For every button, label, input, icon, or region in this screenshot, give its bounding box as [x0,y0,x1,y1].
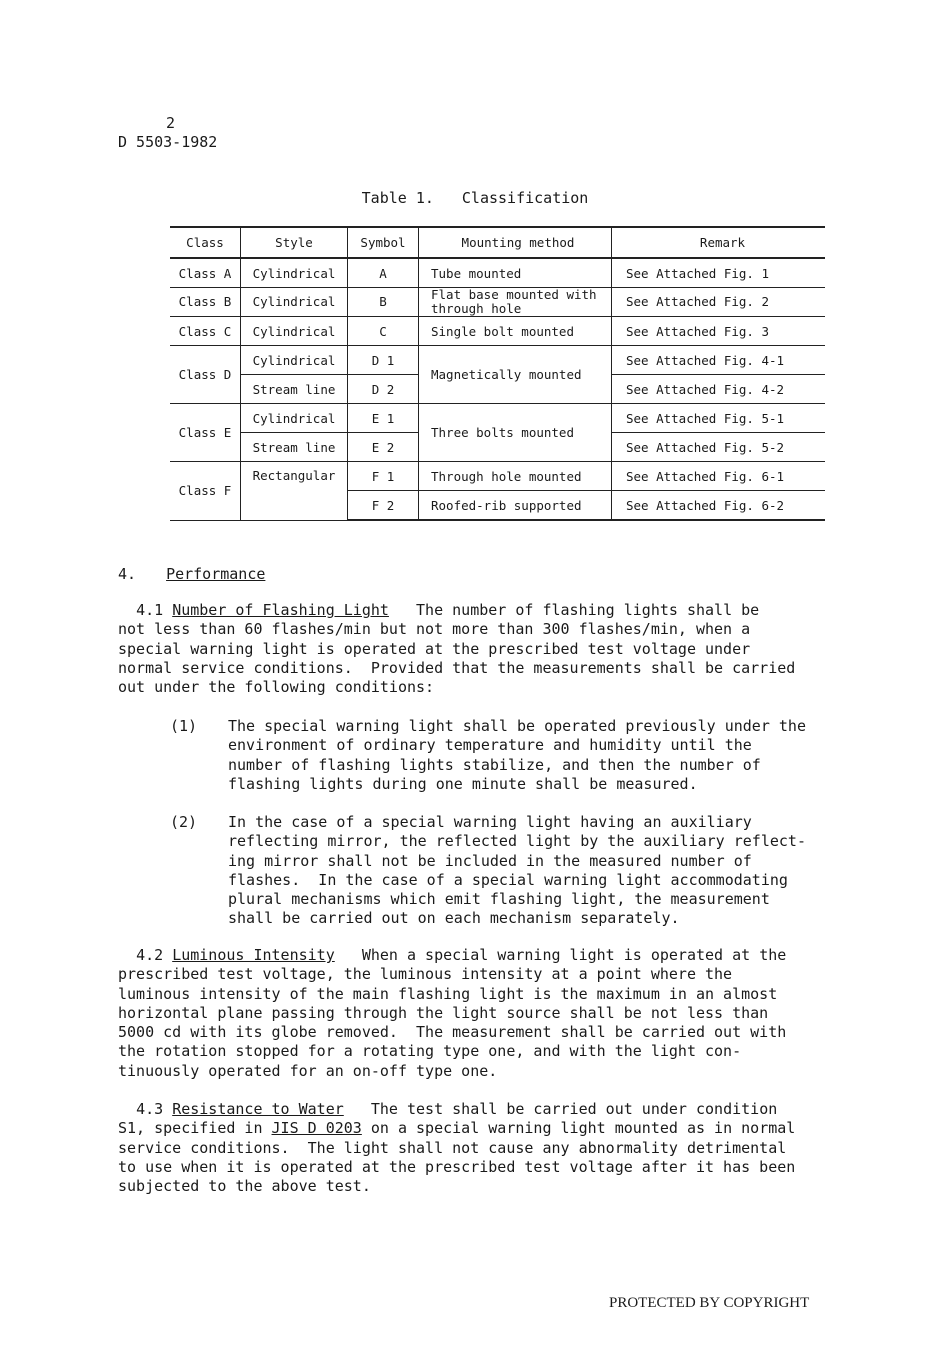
cell-symbol: F 1 [348,462,419,491]
cell-symbol: E 2 [348,433,419,462]
table-label: Table 1. [361,189,434,207]
cell-style: Stream line [241,433,348,462]
col-header-symbol: Symbol [348,227,419,258]
page-number: 2 [166,114,176,132]
table-row [170,317,825,346]
cell-symbol: A [348,258,419,288]
cell-remark: See Attached Fig. 4-1 [612,346,826,375]
cell-remark: See Attached Fig. 6-2 [612,491,826,521]
list-item-text: The special warning light shall be operated previously under the environment of ordinary temperature and humidity until the number of flashing lights stabilize, and then the number of flashing lights during one minute shall be measured. [228,717,806,793]
clause-body: prescribed test voltage, the luminous intensity at a point where the luminous intensity of the main flashing light is the maximum in an almost horizontal plane passing through the light source shall be not less than 5000 cd with its globe removed. The measurement shall be carried out with the rotation stopped for a rotating type one, and with the light con- tinuously operated for an on-off type one. [118,965,787,1080]
section-heading [118,565,265,583]
list-item-number: (2) [170,813,198,831]
cell-mounting: Through hole mounted [419,462,612,491]
cell-style: Cylindrical [241,346,348,375]
cell-mounting: Three bolts mounted [419,404,612,462]
table-row [170,462,825,491]
cell-mounting: Tube mounted [419,258,612,288]
list-item-text: In the case of a special warning light having an auxiliary reflecting mirror, the reflected light by the auxiliary reflect- ing mirror shall not be included in the measured number of flashes. In the case of a special warning light accommodating plural mechanisms which emit flashing light, the measurement shall be carried out on each mechanism separately. [228,813,806,928]
cell-mounting-line2: through hole [431,301,522,316]
clause-number: 4.3 [136,1100,164,1118]
cell-mounting [419,288,612,317]
cell-style: Stream line [241,375,348,404]
cell-style: Cylindrical [241,288,348,317]
clause-heading: Luminous Intensity [172,946,335,964]
clause-first-line: The test shall be carried out under condition [370,1100,778,1118]
table-row [170,288,825,317]
section-title: Performance [166,565,266,583]
cell-symbol: B [348,288,419,317]
cell-remark: See Attached Fig. 3 [612,317,826,346]
clause-number: 4.1 [136,601,164,619]
cell-class: Class F [170,462,241,521]
table-caption [0,189,950,207]
cell-style: Cylindrical [241,258,348,288]
cell-class: Class B [170,288,241,317]
cell-remark: See Attached Fig. 4-2 [612,375,826,404]
clause-first-line: When a special warning light is operated at the [361,946,787,964]
copyright-notice: PROTECTED BY COPYRIGHT [609,1295,810,1311]
table-row [170,404,825,433]
table-title: Classification [461,189,589,207]
document-id: D 5503-1982 [118,133,218,151]
cell-remark: See Attached Fig. 6-1 [612,462,826,491]
table-row [170,258,825,288]
cell-class: Class D [170,346,241,404]
cell-remark: See Attached Fig. 1 [612,258,826,288]
col-header-style: Style [241,227,348,258]
paragraph-4-1 [118,601,858,697]
cell-mounting-line1: Flat base mounted with [431,287,597,302]
cell-style: Rectangular [241,462,348,521]
cell-class: Class A [170,258,241,288]
clause-heading: Resistance to Water [172,1100,344,1118]
cell-remark: See Attached Fig. 5-1 [612,404,826,433]
cell-symbol: E 1 [348,404,419,433]
clause-body: service conditions. The light shall not cause any abnormality detrimental to use when it is operated at the prescribed test voltage after it has been subjected to the above test. [118,1138,796,1196]
clause-line2-start: S1, specified in [118,1119,272,1138]
clause-body: not less than 60 flashes/min but not more than 300 flashes/min, when a special warning light is operated at the prescribed test voltage under normal service conditions. Provided that the measurements shall be carried out under the following conditions: [118,620,796,697]
cell-remark: See Attached Fig. 2 [612,288,826,317]
cell-symbol: C [348,317,419,346]
paragraph-4-3 [118,1100,858,1196]
cell-symbol: F 2 [348,491,419,521]
col-header-remark: Remark [612,227,826,258]
standard-reference: JIS D 0203 [271,1119,362,1138]
col-header-mounting: Mounting method [419,227,612,258]
section-number: 4. [118,565,137,583]
cell-symbol: D 2 [348,375,419,404]
cell-style: Cylindrical [241,404,348,433]
paragraph-4-2 [118,946,858,1081]
clause-first-line: The number of flashing lights shall be [416,601,760,619]
table-row [170,346,825,375]
cell-class: Class E [170,404,241,462]
cell-remark: See Attached Fig. 5-2 [612,433,826,462]
classification-table [170,226,825,521]
list-item-number: (1) [170,717,198,735]
cell-symbol: D 1 [348,346,419,375]
cell-mounting: Magnetically mounted [419,346,612,404]
table-header-row [170,227,825,258]
clause-number: 4.2 [136,946,164,964]
cell-class: Class C [170,317,241,346]
clause-heading: Number of Flashing Light [172,601,389,619]
cell-mounting: Roofed-rib supported [419,491,612,521]
cell-style: Cylindrical [241,317,348,346]
cell-mounting: Single bolt mounted [419,317,612,346]
col-header-class: Class [170,227,241,258]
clause-line2-end: on a special warning light mounted as in normal [361,1119,796,1138]
